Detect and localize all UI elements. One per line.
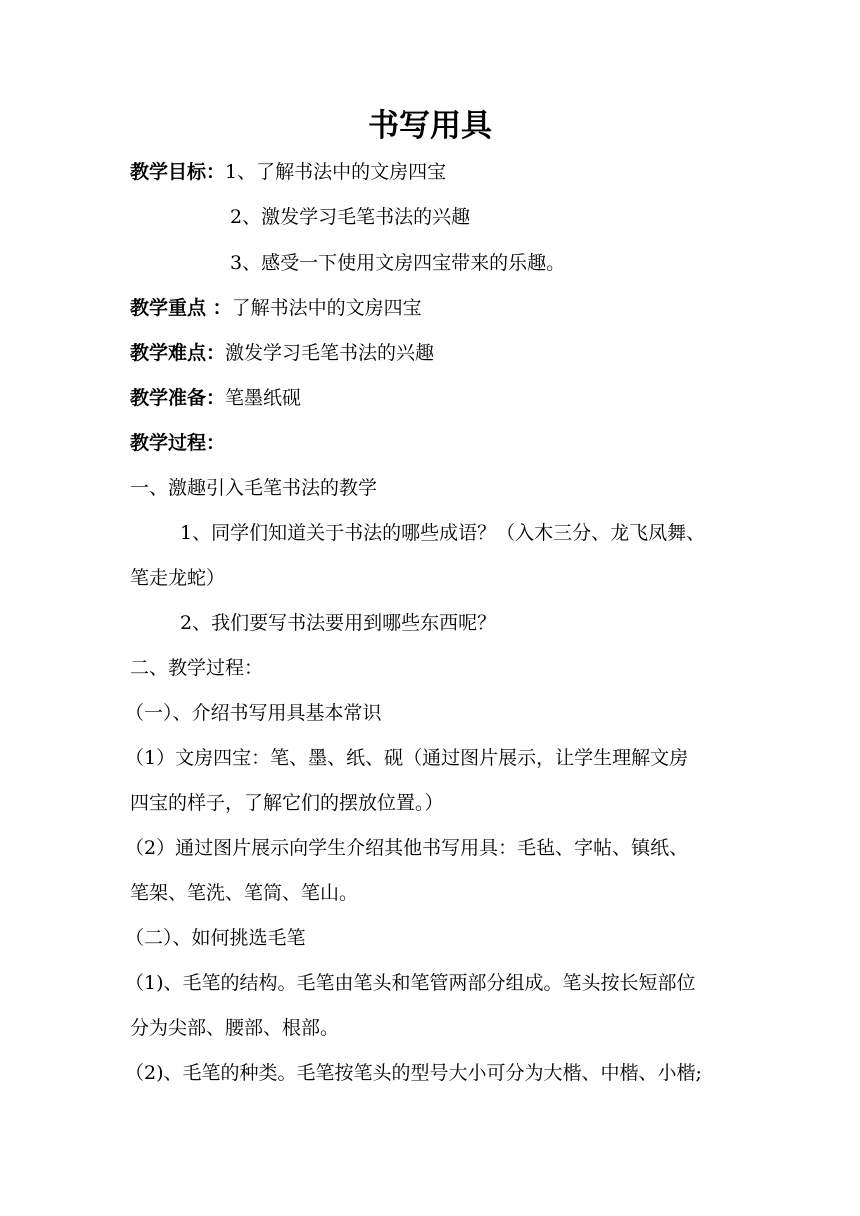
preparation-text: 笔墨纸砚 — [225, 387, 302, 409]
sub2-p2-line1: （2)、毛笔的种类。毛笔按笔头的型号大小可分为大楷、中楷、小楷; — [125, 1062, 702, 1084]
sub1-p2-line1: （2）通过图片展示向学生介绍其他书写用具：毛毡、字帖、镇纸、 — [125, 837, 689, 859]
sub1-p2-line2: 笔架、笔洗、笔筒、笔山。 — [130, 882, 359, 904]
process-label: 教学过程： — [130, 432, 226, 454]
objective-item: 3、感受一下使用文房四宝带来的乐趣。 — [230, 252, 566, 274]
section1-q1-line1: 1、同学们知道关于书法的哪些成语？（入木三分、龙飞凤舞、 — [180, 522, 706, 544]
sub2-heading: （二）、如何挑选毛笔 — [125, 927, 306, 949]
section1-q1-line2: 笔走龙蛇） — [130, 567, 226, 589]
key-point-text: 了解书法中的文房四宝 — [231, 297, 422, 319]
difficulty-label: 教学难点： — [130, 342, 226, 364]
objective-item: 2、激发学习毛笔书法的兴趣 — [230, 206, 471, 228]
preparation-row — [130, 383, 750, 413]
difficulty-text: 激发学习毛笔书法的兴趣 — [225, 342, 435, 364]
key-point-row — [130, 293, 750, 323]
section2-heading: 二、教学过程： — [130, 657, 264, 679]
section1-q2: 2、我们要写书法要用到哪些东西呢？ — [180, 612, 497, 634]
key-point-label: 教学重点 ： — [130, 297, 232, 319]
preparation-label: 教学准备： — [130, 387, 226, 409]
difficulty-row — [130, 338, 750, 368]
sub1-p1-line2: 四宝的样子，了解它们的摆放位置。） — [130, 792, 444, 814]
objective-item: 1、了解书法中的文房四宝 — [225, 161, 447, 183]
sub1-heading: （一）、介绍书写用具基本常识 — [125, 702, 382, 724]
section1-heading: 一、激趣引入毛笔书法的教学 — [130, 477, 378, 499]
objectives-label: 教学目标： — [130, 161, 226, 183]
sub2-p1-line2: 分为尖部、腰部、根部。 — [130, 1017, 340, 1039]
sub1-p1-line1: （1）文房四宝：笔、墨、纸、砚（通过图片展示，让学生理解文房 — [125, 747, 689, 769]
page-title: 书写用具 — [368, 108, 492, 144]
objectives-row — [130, 157, 750, 187]
sub2-p1-line1: （1)、毛笔的结构。毛笔由笔头和笔管两部分组成。笔头按长短部位 — [125, 972, 696, 994]
